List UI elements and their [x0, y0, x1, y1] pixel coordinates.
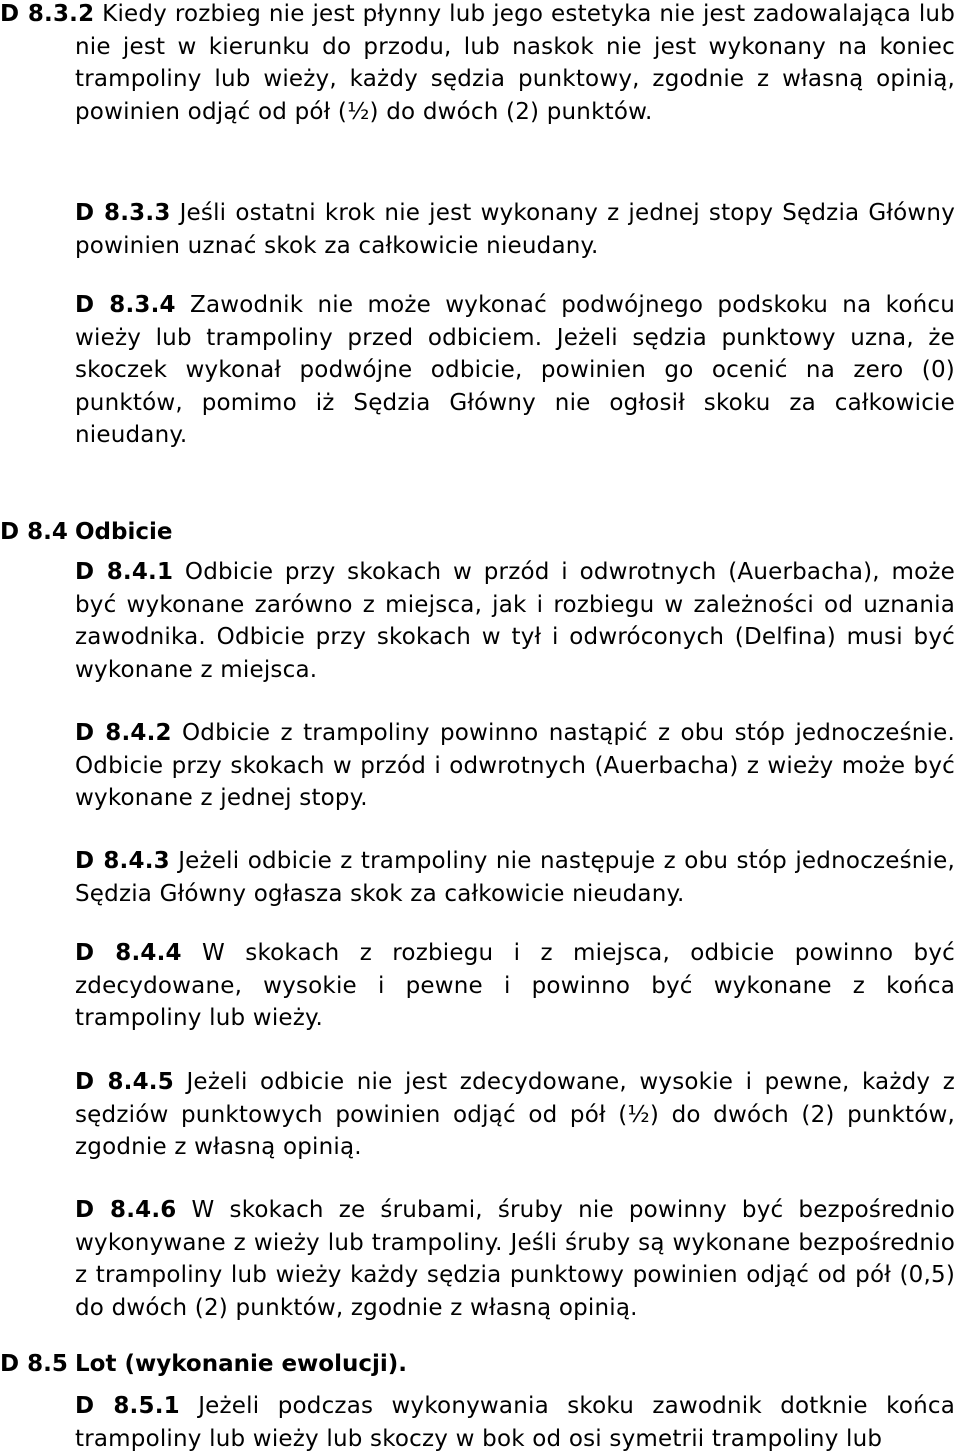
paragraph-text: Jeżeli odbicie z trampoliny nie następuje z obu stóp jednocześnie, Sędzia Główny ogłasza skok za całkowicie nieudany.	[75, 848, 955, 907]
paragraph-id: D 8.4.1	[75, 559, 174, 585]
paragraph-text: W skokach z rozbiegu i z miejsca, odbicie powinno być zdecydowane, wysokie i pewne i powinno być wykonane z końca trampoliny lub wieży.	[75, 940, 956, 1031]
paragraph-text: Odbicie przy skokach w przód i odwrotnych (Auerbacha), może być wykonane zarówno z miejsca, jak i rozbiegu w zależności od uznania zawodnika. Odbicie przy skokach w tył i odwróconych (Delfina) musi być wykonane z miejsca.	[75, 559, 956, 683]
section-heading-d85	[0, 1348, 407, 1381]
paragraph-text: W skokach ze śrubami, śruby nie powinny być bezpośrednio wykonywane z wieży lub trampoliny. Jeśli śruby są wykonane bezpośrednio z trampoliny lub wieży każdy sędzia punktowy powinien odjąć od pół (0,5) do dwóch (2) punktów, zgodnie z własną opinią.	[75, 1197, 956, 1321]
paragraph-id: D 8.4.3	[75, 848, 170, 874]
paragraph-d833	[75, 197, 955, 262]
paragraph-text: Odbicie z trampoliny powinno nastąpić z obu stóp jednocześnie. Odbicie przy skokach w przód i odwrotnych (Auerbacha) z wieży może być wykonane z jednej stopy.	[75, 720, 955, 811]
paragraph-d842	[75, 717, 955, 815]
paragraph-id: D 8.3.2	[0, 1, 95, 27]
paragraph-d851	[75, 1390, 955, 1455]
paragraph-d834	[75, 289, 955, 452]
paragraph-id: D 8.5.1	[75, 1393, 180, 1419]
paragraph-d832	[0, 0, 955, 128]
paragraph-d844	[75, 937, 955, 1035]
section-number: D 8.4	[0, 519, 68, 545]
paragraph-id: D 8.4.2	[75, 720, 172, 746]
paragraph-id: D 8.4.5	[75, 1069, 174, 1095]
paragraph-d845	[75, 1066, 955, 1164]
paragraph-text: Jeżeli odbicie nie jest zdecydowane, wysokie i pewne, każdy z sędziów punktowych powinien odjąć od pół (½) do dwóch (2) punktów, zgodnie z własną opinią.	[75, 1069, 955, 1160]
section-title: Lot (wykonanie ewolucji).	[75, 1351, 408, 1377]
paragraph-d846	[75, 1194, 955, 1324]
paragraph-d841	[75, 556, 955, 686]
section-title: Odbicie	[75, 519, 173, 545]
paragraph-text: Jeżeli podczas wykonywania skoku zawodnik dotknie końca trampoliny lub wieży lub skoczy w bok od osi symetrii trampoliny lub	[75, 1393, 956, 1452]
paragraph-id: D 8.4.4	[75, 940, 182, 966]
paragraph-id: D 8.3.3	[75, 200, 171, 226]
paragraph-id: D 8.4.6	[75, 1197, 177, 1223]
paragraph-d843	[75, 845, 955, 910]
section-heading-d84	[0, 516, 172, 549]
paragraph-text: Kiedy rozbieg nie jest płynny lub jego estetyka nie jest zadowalająca lub nie jest w kierunku do przodu, lub naskok nie jest wykonany na koniec trampoliny lub wieży, każdy sędzia punktowy, zgodnie z własną opinią, powinien odjąć od pół (½) do dwóch (2) punktów.	[75, 1, 955, 125]
section-number: D 8.5	[0, 1351, 68, 1377]
paragraph-id: D 8.3.4	[75, 292, 176, 318]
paragraph-text: Jeśli ostatni krok nie jest wykonany z jednej stopy Sędzia Główny powinien uznać skok za całkowicie nieudany.	[75, 200, 956, 259]
paragraph-text: Zawodnik nie może wykonać podwójnego podskoku na końcu wieży lub trampoliny przed odbiciem. Jeżeli sędzia punktowy uzna, że skoczek wykonał podwójne odbicie, powinien go ocenić na zero (0) punktów, pomimo iż Sędzia Główny nie ogłosił skoku za całkowicie nieudany.	[75, 292, 956, 448]
